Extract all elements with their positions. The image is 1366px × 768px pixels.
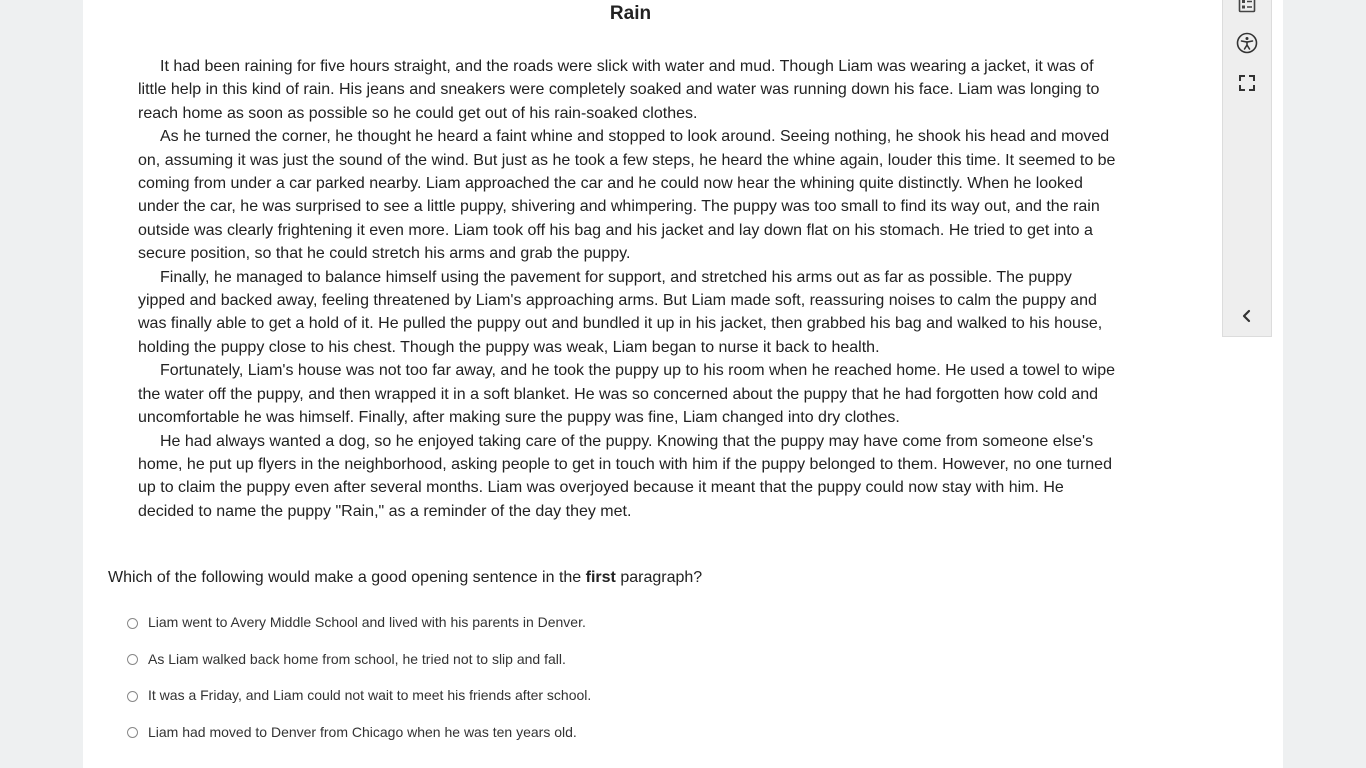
fullscreen-icon[interactable] [1235, 71, 1259, 95]
radio-button[interactable] [127, 654, 138, 665]
answer-option-label[interactable]: As Liam walked back home from school, he tried not to slip and fall. [148, 650, 566, 667]
answer-option-label[interactable]: It was a Friday, and Liam could not wait to meet his friends after school. [148, 687, 592, 703]
passage-paragraph: He had always wanted a dog, so he enjoyed taking care of the puppy. Knowing that the puppy may have come from someone else's home, he put up flyers in the neighborhood, asking people to get in touch with him if the puppy belonged to them. However, no one turned up to claim the puppy even after several months. Liam was overjoyed because it meant that the puppy could now stay with him. He decided to name the puppy "Rain," as a reminder of the day they met. [138, 432, 1112, 520]
side-toolbar [1222, 0, 1272, 337]
notes-icon[interactable] [1235, 0, 1259, 16]
question-emphasis: first [585, 569, 616, 586]
collapse-chevron-icon[interactable] [1235, 304, 1259, 328]
passage-paragraph: Fortunately, Liam's house was not too far away, and he took the puppy up to his room when he reached home. He used a towel to wipe the water off the puppy, and then wrapped it in a soft blanket. He was so concerned about the puppy that he had forgotten how cold and uncomfortable he was himself. Finally, after making sure the puppy was fine, Liam changed into dry clothes. [138, 362, 1116, 427]
question-text-after: paragraph? [615, 569, 703, 586]
radio-button[interactable] [127, 691, 138, 702]
passage-paragraph: Finally, he managed to balance himself using the pavement for support, and stretched his arms out as far as possible. The puppy yipped and backed away, feeling threatened by Liam's approaching arms. But Liam made soft, reassuring noises to calm the puppy and was finally able to get a hold of it. He pulled the puppy out and bundled it up in his jacket, then grabbed his bag and walked to his house, holding the puppy close to his chest. Though the puppy was weak, Liam began to nurse it back to health. [138, 268, 1103, 356]
answer-option-b[interactable] [127, 649, 591, 669]
answer-options [127, 612, 591, 758]
question-text-before: Which of the following would make a good opening sentence in the [108, 569, 586, 586]
accessibility-icon[interactable] [1235, 31, 1259, 55]
passage-text [138, 55, 1118, 523]
question-prompt [108, 567, 702, 589]
radio-button[interactable] [127, 727, 138, 738]
radio-button[interactable] [127, 618, 138, 629]
answer-option-c[interactable] [127, 685, 591, 705]
answer-option-label[interactable]: Liam had moved to Denver from Chicago when he was ten years old. [148, 723, 577, 740]
passage-title: Rain [609, 3, 652, 24]
content-panel [83, 0, 1283, 768]
answer-option-label[interactable]: Liam went to Avery Middle School and lived with his parents in Denver. [148, 614, 586, 630]
answer-option-d[interactable] [127, 722, 591, 742]
passage-paragraph: It had been raining for five hours straight, and the roads were slick with water and mud. Though Liam was wearing a jacket, it was of little help in this kind of rain. His jeans and sneakers were completely soaked and water was running down his face. Liam was longing to reach home as soon as possible so he could get out of his rain-soaked clothes. [138, 58, 1100, 122]
passage-paragraph: As he turned the corner, he thought he heard a faint whine and stopped to look around. Seeing nothing, he shook his head and moved on, assuming it was just the sound of the wind. But just as he took a few steps, he heard the whine again, louder this time. It seemed to be coming from under a car parked nearby. Liam approached the car and he could now hear the whining quite distinctly. When he looked under the car, he was surprised to see a little puppy, shivering and whimpering. The puppy was too small to find its way out, and the rain outside was clearly frightening it even more. Liam took off his bag and his jacket and lay down flat on his stomach. He tried to get into a secure position, so that he could stretch his arms and grab the puppy. [138, 128, 1116, 263]
answer-option-a[interactable] [127, 612, 591, 632]
